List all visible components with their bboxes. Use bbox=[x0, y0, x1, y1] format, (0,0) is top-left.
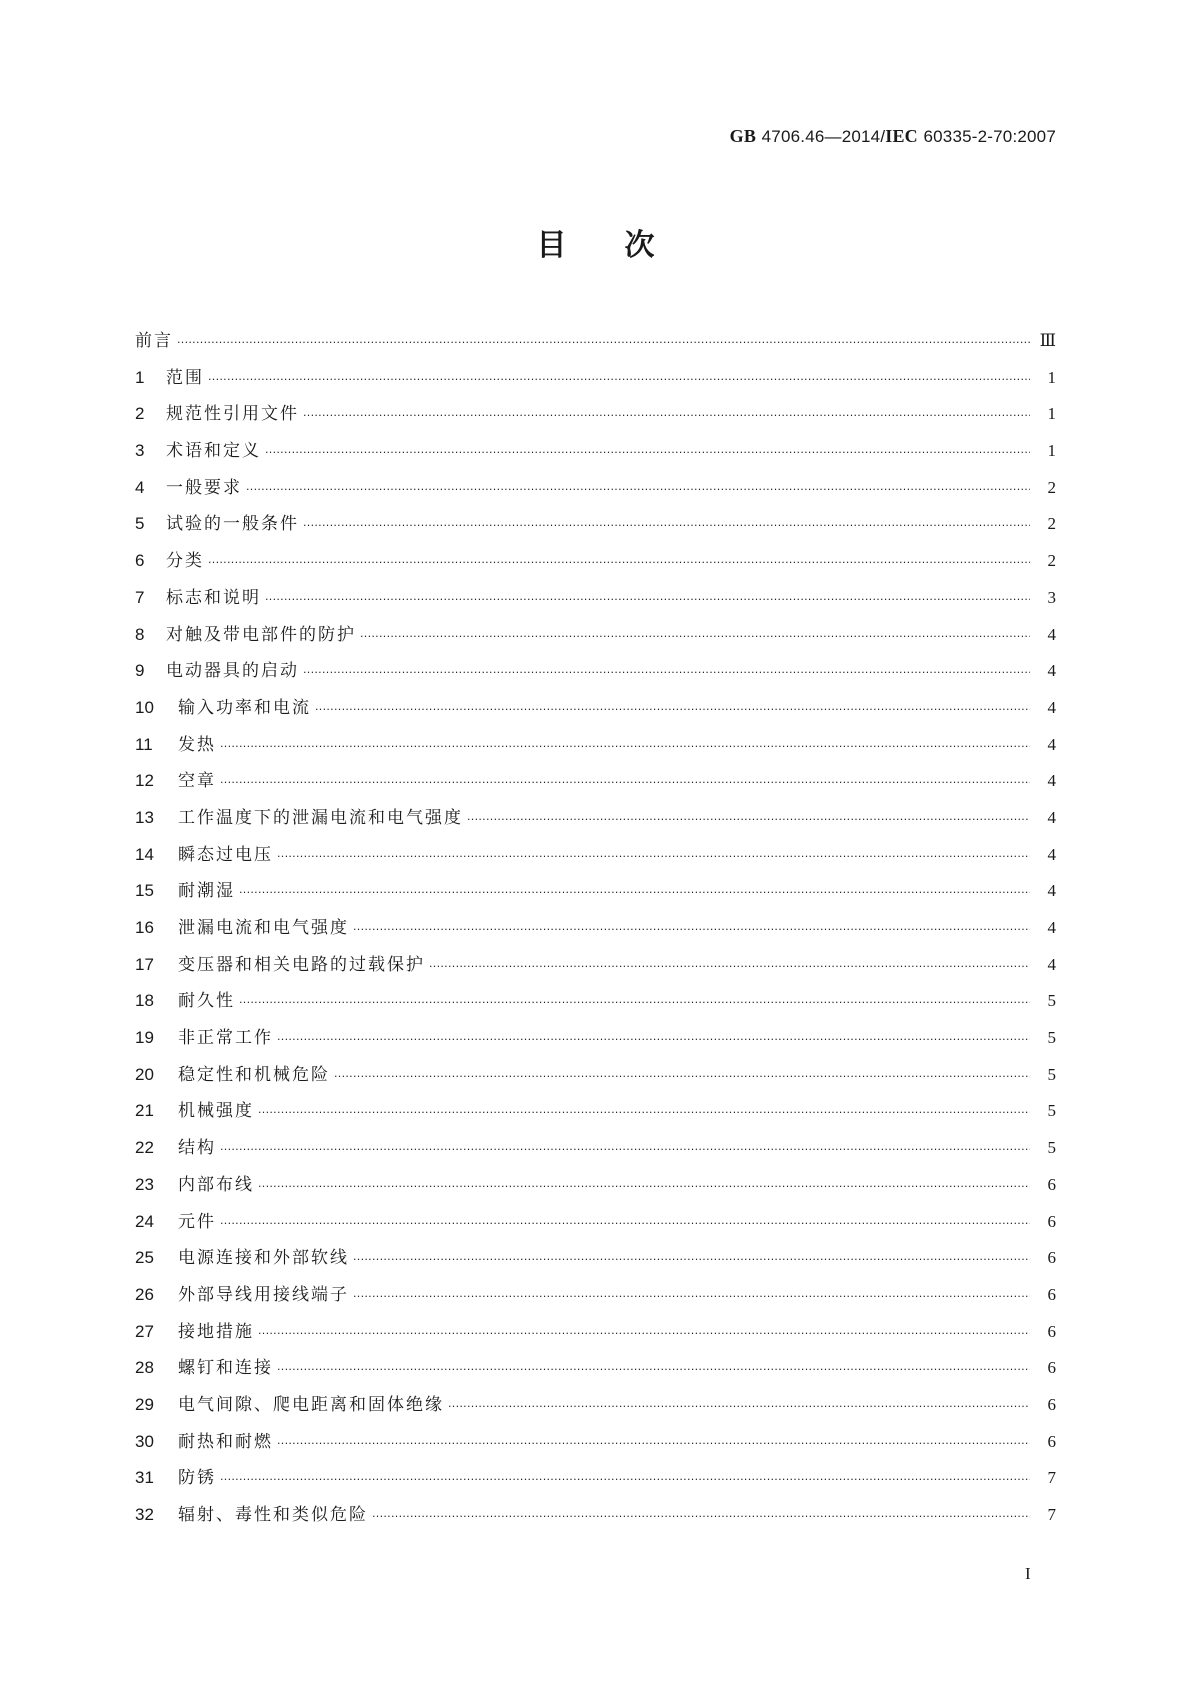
toc-entry[interactable] bbox=[135, 1424, 1056, 1461]
dot-leader bbox=[239, 985, 1030, 1022]
toc-entry[interactable] bbox=[135, 800, 1056, 837]
table-of-contents bbox=[135, 323, 1056, 1534]
dot-leader bbox=[220, 729, 1030, 766]
toc-entry-title: 变压器和相关电路的过载保护 bbox=[178, 954, 425, 975]
toc-entry[interactable] bbox=[135, 727, 1056, 764]
toc-entry-number: 24 bbox=[135, 1211, 154, 1231]
toc-entry-title: 内部布线 bbox=[178, 1174, 254, 1195]
toc-entry-number: 14 bbox=[135, 844, 154, 864]
toc-entry[interactable] bbox=[135, 690, 1056, 727]
dot-leader bbox=[334, 1059, 1030, 1096]
toc-entry-number: 32 bbox=[135, 1505, 154, 1524]
toc-entry-page: 5 bbox=[1047, 1028, 1056, 1048]
toc-entry-number: 22 bbox=[135, 1138, 154, 1158]
toc-entry-page: Ⅲ bbox=[1039, 331, 1056, 350]
toc-entry[interactable] bbox=[135, 506, 1056, 543]
toc-entry[interactable] bbox=[135, 1387, 1056, 1424]
toc-entry-title: 试验的一般条件 bbox=[166, 514, 299, 535]
toc-entry-page: 7 bbox=[1047, 1468, 1056, 1488]
toc-entry-number: 2 bbox=[135, 404, 145, 424]
toc-entry-page: 1 bbox=[1047, 404, 1056, 424]
dot-leader bbox=[258, 1316, 1030, 1353]
toc-entry-page: 4 bbox=[1047, 954, 1056, 974]
toc-entry-number: 9 bbox=[135, 661, 145, 681]
dot-leader bbox=[277, 839, 1030, 876]
toc-entry-number: 4 bbox=[135, 477, 145, 497]
toc-entry[interactable] bbox=[135, 543, 1056, 580]
toc-entry[interactable] bbox=[135, 1093, 1056, 1130]
toc-entry-number: 16 bbox=[135, 918, 154, 937]
toc-entry[interactable] bbox=[135, 1460, 1056, 1497]
toc-entry-number: 31 bbox=[135, 1468, 154, 1488]
toc-entry-title: 稳定性和机械危险 bbox=[178, 1064, 330, 1085]
dot-leader bbox=[258, 1169, 1030, 1206]
dot-leader bbox=[220, 765, 1030, 802]
toc-entry-page: 6 bbox=[1047, 1358, 1056, 1378]
toc-entry-number: 10 bbox=[135, 697, 154, 717]
dot-leader bbox=[177, 325, 1030, 362]
toc-entry-page: 5 bbox=[1047, 1064, 1056, 1084]
toc-entry-title: 空章 bbox=[178, 771, 216, 792]
dot-leader bbox=[220, 1206, 1030, 1243]
gb-prefix: GB bbox=[729, 126, 757, 146]
toc-entry-title: 瞬态过电压 bbox=[178, 844, 273, 865]
toc-entry[interactable] bbox=[135, 433, 1056, 470]
toc-entry-number: 6 bbox=[135, 551, 145, 571]
toc-entry-title: 电源连接和外部软线 bbox=[178, 1248, 349, 1269]
toc-entry[interactable] bbox=[135, 1130, 1056, 1167]
toc-entry-page: 7 bbox=[1047, 1505, 1056, 1524]
toc-entry-page: 4 bbox=[1047, 734, 1056, 754]
standard-number-header bbox=[730, 126, 1056, 147]
dot-leader bbox=[277, 1426, 1030, 1463]
toc-entry-page: 1 bbox=[1047, 441, 1056, 461]
dot-leader bbox=[220, 1462, 1030, 1499]
toc-entry-title: 标志和说明 bbox=[166, 587, 261, 608]
toc-entry-title: 耐久性 bbox=[178, 991, 235, 1012]
toc-entry-number: 15 bbox=[135, 881, 154, 901]
toc-entry-number: 28 bbox=[135, 1358, 154, 1378]
toc-entry-page: 2 bbox=[1047, 514, 1056, 534]
toc-entry-page: 6 bbox=[1047, 1211, 1056, 1231]
toc-entry[interactable] bbox=[135, 763, 1056, 800]
toc-entry-number: 17 bbox=[135, 954, 154, 974]
toc-entry[interactable] bbox=[135, 470, 1056, 507]
dot-leader bbox=[208, 545, 1030, 582]
dot-leader bbox=[353, 912, 1030, 949]
dot-leader bbox=[303, 655, 1030, 692]
dot-leader bbox=[353, 1242, 1030, 1279]
toc-entry-number: 19 bbox=[135, 1028, 154, 1048]
toc-entry-page: 4 bbox=[1047, 918, 1056, 937]
toc-entry-title: 辐射、毒性和类似危险 bbox=[178, 1505, 368, 1525]
toc-entry[interactable] bbox=[135, 1350, 1056, 1387]
toc-entry-number: 23 bbox=[135, 1174, 154, 1194]
toc-entry-number: 18 bbox=[135, 991, 154, 1011]
toc-entry[interactable] bbox=[135, 910, 1056, 947]
dot-leader bbox=[258, 1095, 1030, 1132]
toc-entry[interactable] bbox=[135, 580, 1056, 617]
page-number: I bbox=[1025, 1564, 1031, 1583]
dot-leader bbox=[239, 875, 1030, 912]
toc-entry-number: 7 bbox=[135, 587, 145, 607]
toc-entry-title: 结构 bbox=[178, 1138, 216, 1159]
toc-entry-page: 4 bbox=[1047, 697, 1056, 717]
toc-entry-title: 非正常工作 bbox=[178, 1028, 273, 1049]
toc-entry-page: 3 bbox=[1047, 587, 1056, 607]
dot-leader bbox=[315, 692, 1030, 729]
toc-entry[interactable] bbox=[135, 983, 1056, 1020]
toc-entry-page: 6 bbox=[1047, 1321, 1056, 1341]
dot-leader bbox=[429, 949, 1030, 986]
toc-entry-page: 5 bbox=[1047, 1101, 1056, 1121]
toc-entry[interactable] bbox=[135, 837, 1056, 874]
toc-entry-page: 2 bbox=[1047, 551, 1056, 571]
toc-entry-title: 防锈 bbox=[178, 1468, 216, 1489]
toc-entry-title: 机械强度 bbox=[178, 1101, 254, 1122]
toc-entry-number: 29 bbox=[135, 1394, 154, 1414]
toc-entry-page: 6 bbox=[1047, 1248, 1056, 1268]
toc-entry-page: 6 bbox=[1047, 1431, 1056, 1451]
toc-entry-number: 30 bbox=[135, 1431, 154, 1451]
toc-entry-title: 电动器具的启动 bbox=[166, 661, 299, 682]
toc-entry[interactable] bbox=[135, 873, 1056, 910]
toc-entry-page: 6 bbox=[1047, 1174, 1056, 1194]
toc-entry-number: 1 bbox=[135, 367, 145, 387]
toc-entry-page: 4 bbox=[1047, 807, 1056, 827]
toc-entry-title: 耐潮湿 bbox=[178, 881, 235, 902]
toc-entry-page: 4 bbox=[1047, 624, 1056, 644]
toc-entry-title: 电气间隙、爬电距离和固体绝缘 bbox=[178, 1394, 444, 1415]
toc-entry[interactable] bbox=[135, 947, 1056, 984]
toc-entry-page: 4 bbox=[1047, 844, 1056, 864]
toc-entry[interactable] bbox=[135, 1204, 1056, 1241]
toc-entry-title: 分类 bbox=[166, 551, 204, 572]
toc-entry-number: 26 bbox=[135, 1284, 154, 1304]
toc-entry-title: 术语和定义 bbox=[166, 441, 261, 462]
dot-leader bbox=[265, 582, 1030, 619]
gb-number: 4706.46—2014/ bbox=[761, 127, 886, 146]
dot-leader bbox=[277, 1022, 1030, 1059]
toc-entry-number: 5 bbox=[135, 514, 145, 534]
dot-leader bbox=[303, 398, 1030, 435]
dot-leader bbox=[265, 435, 1030, 472]
toc-entry-title: 前言 bbox=[135, 331, 173, 351]
toc-entry-title: 规范性引用文件 bbox=[166, 404, 299, 425]
toc-entry-title: 接地措施 bbox=[178, 1321, 254, 1342]
toc-entry[interactable] bbox=[135, 653, 1056, 690]
toc-entry-number: 20 bbox=[135, 1064, 154, 1084]
toc-entry-page: 5 bbox=[1047, 991, 1056, 1011]
toc-entry-title: 工作温度下的泄漏电流和电气强度 bbox=[178, 807, 463, 828]
dot-leader bbox=[208, 362, 1030, 399]
dot-leader bbox=[246, 472, 1030, 509]
toc-entry-page: 1 bbox=[1047, 367, 1056, 387]
dot-leader bbox=[277, 1352, 1030, 1389]
toc-entry[interactable] bbox=[135, 1020, 1056, 1057]
dot-leader bbox=[372, 1499, 1030, 1536]
dot-leader bbox=[360, 619, 1030, 656]
page-title: 目次 bbox=[536, 228, 713, 263]
toc-entry[interactable] bbox=[135, 396, 1056, 433]
dot-leader bbox=[303, 508, 1030, 545]
toc-entry[interactable] bbox=[135, 1277, 1056, 1314]
toc-entry[interactable] bbox=[135, 1497, 1056, 1534]
toc-entry[interactable] bbox=[135, 617, 1056, 654]
dot-leader bbox=[467, 802, 1030, 839]
toc-entry-title: 元件 bbox=[178, 1211, 216, 1232]
dot-leader bbox=[220, 1132, 1030, 1169]
toc-entry-number: 25 bbox=[135, 1248, 154, 1268]
toc-entry[interactable] bbox=[135, 323, 1056, 360]
toc-entry-page: 4 bbox=[1047, 661, 1056, 681]
toc-entry-page: 4 bbox=[1047, 771, 1056, 791]
toc-entry-title: 范围 bbox=[166, 367, 204, 388]
toc-entry[interactable] bbox=[135, 1240, 1056, 1277]
toc-entry[interactable] bbox=[135, 1167, 1056, 1204]
toc-entry-number: 3 bbox=[135, 441, 145, 461]
toc-entry[interactable] bbox=[135, 1314, 1056, 1351]
toc-entry-page: 6 bbox=[1047, 1394, 1056, 1414]
dot-leader bbox=[448, 1389, 1030, 1426]
toc-entry-number: 11 bbox=[135, 734, 153, 754]
toc-entry-title: 发热 bbox=[178, 734, 216, 755]
toc-entry-title: 对触及带电部件的防护 bbox=[166, 624, 356, 645]
toc-entry-number: 27 bbox=[135, 1321, 154, 1341]
toc-entry[interactable] bbox=[135, 360, 1056, 397]
toc-entry-page: 5 bbox=[1047, 1138, 1056, 1158]
toc-entry-number: 13 bbox=[135, 807, 154, 827]
toc-entry-title: 输入功率和电流 bbox=[178, 697, 311, 718]
toc-entry-title: 一般要求 bbox=[166, 477, 242, 498]
toc-entry-title: 耐热和耐燃 bbox=[178, 1431, 273, 1452]
toc-entry-number: 21 bbox=[135, 1101, 154, 1121]
toc-entry-page: 4 bbox=[1047, 881, 1056, 901]
iec-number: 60335-2-70:2007 bbox=[923, 127, 1056, 146]
toc-entry-page: 2 bbox=[1047, 477, 1056, 497]
toc-entry-title: 泄漏电流和电气强度 bbox=[178, 918, 349, 938]
toc-entry-number: 8 bbox=[135, 624, 145, 644]
toc-entry-title: 外部导线用接线端子 bbox=[178, 1284, 349, 1305]
dot-leader bbox=[353, 1279, 1030, 1316]
iec-prefix: IEC bbox=[885, 126, 918, 146]
toc-entry-title: 螺钉和连接 bbox=[178, 1358, 273, 1379]
toc-entry-number: 12 bbox=[135, 771, 154, 791]
toc-entry[interactable] bbox=[135, 1057, 1056, 1094]
toc-entry-page: 6 bbox=[1047, 1284, 1056, 1304]
